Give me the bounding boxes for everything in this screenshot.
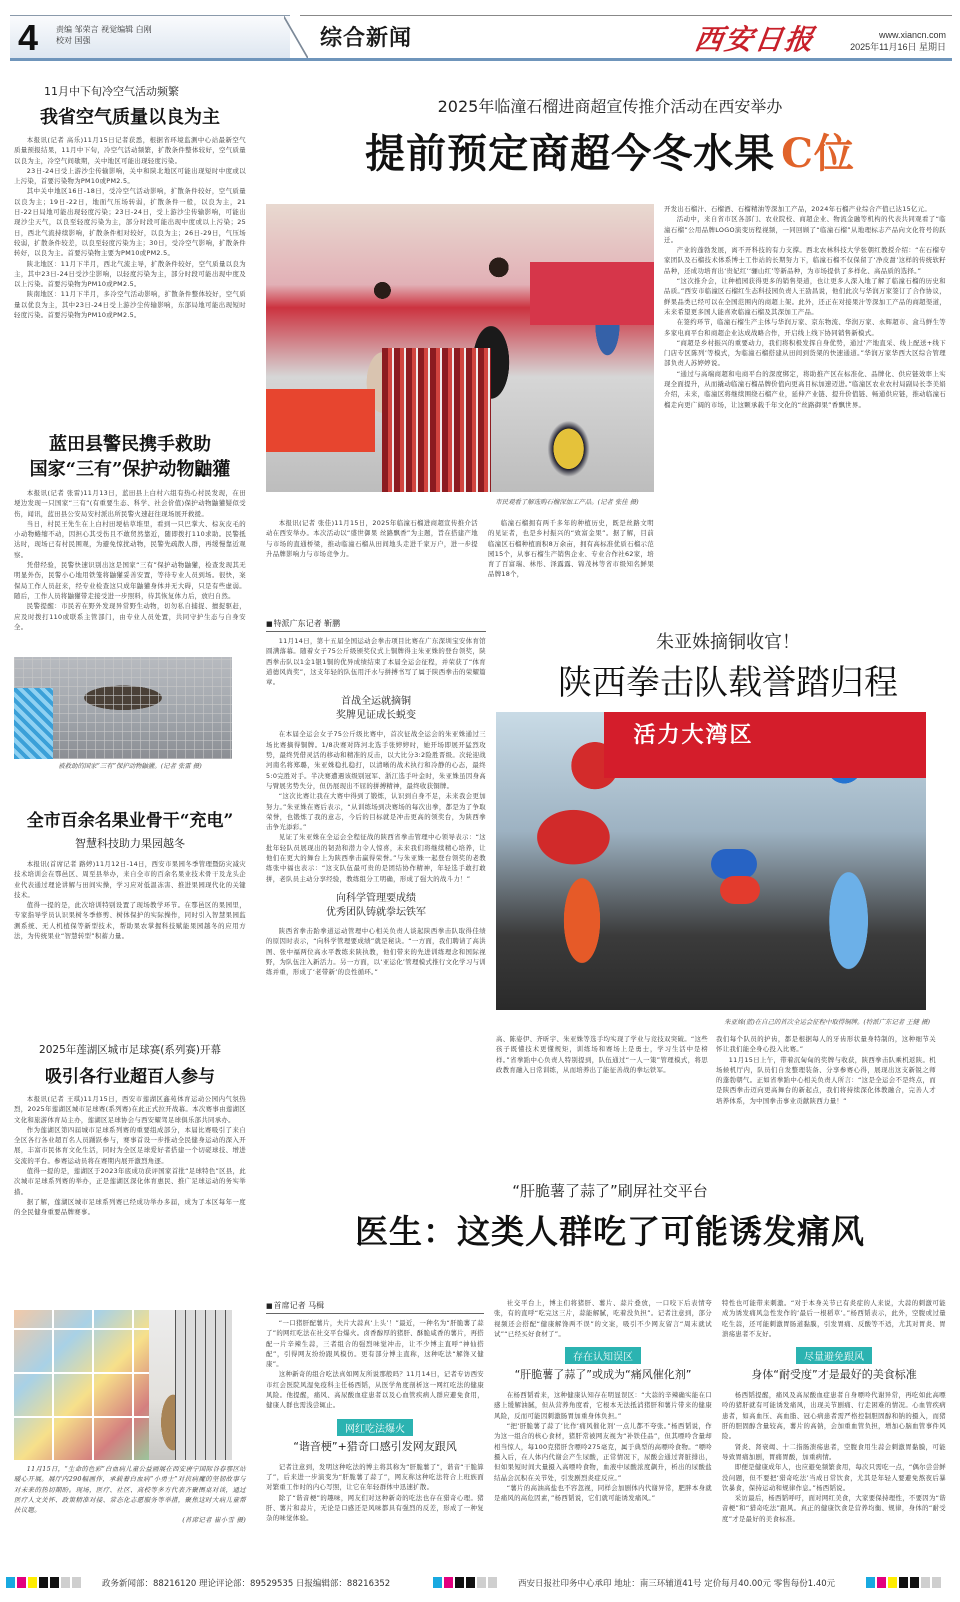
paragraph: “商超是乡村振兴的重要动力，我们将积极发挥自身优势，通过‘产地直采、线上配送+线下门店专区陈列’等模式，为临潼石榴搭建从田间到货架的快速通道。”华润万家华西大区综合管理部负责人苏婷婷说。: [664, 338, 946, 368]
paragraph: 11月15日上午，带着沉甸甸的奖牌与收获，陕西拳击队乘机返陕。机场候机厅内，队员们自发整理装备、分享参赛心得，展现出这支新锐之师的蓬勃朝气。正如省拳跆中心相关负责人所言：“这是全运会不是终点，而是陕西拳击迈向更高舞台的新起点，我们将持续深化体教融合，完善人才培养体系，为中国拳击事业贡献陕西力量！”: [716, 1055, 936, 1105]
subhead-line: 奖牌见证成长蜕变: [336, 710, 416, 722]
subhead-line: 向科学管理要成绩: [336, 892, 416, 904]
paragraph: 凭借经验，民警快速识别出这是国家“三有”保护动物鼬獾，检查发现其无明显外伤，民警小心地用铁笼将鼬獾妥善安置，等待专业人员到场。很快，案保局工作人员赶来，经专业检查这只成年鼬獾身体并无大碍，只是有些虚弱。随后，工作人员将鼬獾带走接受进一步照料，待其恢复体力后，放归自然。: [14, 561, 246, 600]
article-body-col3: [664, 204, 946, 410]
photo-pomegranate-promotion: [266, 204, 654, 492]
headline: 全市百余名果业骨干“充电”: [26, 811, 234, 831]
kicker: 11月中下旬冷空气活动频繁: [44, 85, 179, 98]
headline: [260, 122, 960, 179]
paragraph: 在本届全运会女子75公斤级比赛中，首次征战全运会的朱亚姝通过三场比赛摘得铜牌。1/8决赛对阵河北选手张婷婷时，她开场即展开猛烈攻势，最终凭借灵活的移动和精准的反击，以大比分3:2险胜晋级。次轮迎战河南名将郑璐，朱亚姝稳扎稳打，以清晰的战术执行和冷静的心态，最终5:0完胜对手。半决赛遭遇该级别冠军、浙江选手叶金时，朱亚姝虽因身高与臂展劣势失分，但仍展现出不屈的拼搏精神，最终收获铜牌。: [266, 730, 486, 790]
paragraph: 本报讯(首席记者 路婷)11月12日-14日，西安市果园冬季管理暨防灾减灾技术培训会在鄠邑区、周至县举办，来自全市的百余名果业技术骨干及龙头企业代表通过理论讲解与田间实操，学习应对低温冻害、推进果园现代化的关键技术。: [14, 860, 246, 899]
paragraph: 临潼石榴拥有两千多年的种植历史，既是丝路文明的见证者，也是乡村振兴的“致富金果”。据了解，目前临潼区石榴种植面积8万余亩，拥有高标准优质石榴示范园15个，从事石榴生产销售企业、专业合作社62家，培育了百富瑞、林彤、泽露露、锦茂林等省市级知名鲜果品牌18个，: [488, 519, 654, 579]
paragraph: “把‘肝脆薯了蒜了’比作‘痛风催化剂’一点儿都不夸张。”杨西韬说，作为这一组合的核心食材，猪肝常被网友视为“补铁佳品”，但其嘌呤含量却相当惊人，每100克猪肝含嘌呤275毫克，属于典型的高嘌呤食物。“嘌呤摄入后，在人体内代谢会产生尿酸，正常情况下，尿酸会通过肾脏排出，但如果短时间大量摄入高嘌呤食物，血液中尿酸浓度飙升，析出的尿酸盐结晶会沉积在关节处，引发剧烈炎症反应。”: [494, 1422, 712, 1482]
paragraph: 社交平台上，博主们将猪肝、薯片、蒜片叠放，一口咬下后表情夸张，有的直呼“吃完这三片，蒜能解腻，吃着没负担”。记者注意到，部分视频还会搭配“健康解馋两不误”的文案，吸引不少网友留言“周末就试试”“已经买好食材了”。: [494, 1299, 712, 1338]
headline-accent: C位: [781, 130, 855, 177]
paragraph: 本报讯(记者 王琪)11月15日，西安市莲湖区鑫苑体育运动公园内气氛热烈，2025年莲湖区城市足球赛(系列赛)在此正式拉开战幕。本次赛事由莲湖区文化和旅游体育局主办，莲湖区足球协会与西安耀驾足球俱乐部共同承办。: [14, 1095, 246, 1124]
section-tag: 存在认知误区: [565, 1347, 641, 1364]
photo-detail: [711, 849, 757, 879]
subhead: [266, 695, 486, 723]
section-tag-wrap: [494, 1345, 712, 1364]
paragraph: 即便是健康成年人，也应避免频繁食用，每次只需吃一点，“偶尔尝尝鲜没问题，但不要把‘猎奇吃法’当成日常饮食，尤其是年轻人要避免熬夜后暴饮暴食，保持运动和规律作息。”杨西韬说。: [722, 1463, 946, 1492]
section-subhead: “谐音梗”+猎奇口感引发网友跟风: [293, 1439, 457, 1453]
article-orchard: [14, 806, 246, 941]
article-body-col2: [488, 518, 654, 580]
headline: 陕西拳击队载誉踏归程: [558, 663, 898, 703]
photo-children-art-exhibition: [14, 1310, 232, 1460]
photo-detail: [604, 712, 927, 778]
headline: 吸引各行业超百人参与: [45, 1067, 215, 1087]
footer-printer-info: 西安日报社印务中心承印 地址：南三环辅道41号 定价每月40.00元 零售每份1.40元: [518, 1579, 836, 1589]
section-tag-wrap: [266, 1417, 484, 1436]
article-body: [494, 1390, 712, 1503]
article-body-col2: [496, 1034, 708, 1075]
paragraph: “薯片的高油高盐也不容忽视，同样会加剧体内代谢异常，肥胖本身就是痛风的高危因素，”杨西韬说，它们就可能诱发痛风。”: [494, 1483, 712, 1503]
paragraph: 据了解，莲湖区城市足球系列赛已经成功举办多届，成为了本区每年一度的全民健身重要品牌赛事。: [14, 1197, 246, 1217]
paragraph: 我们每个队员的护齿，都是根据每人的牙齿形状量身特制的，这种细节关怀让我们能全身心投入比赛。”: [716, 1035, 936, 1054]
article-body: [266, 1318, 484, 1411]
article-body-col3: [716, 1034, 936, 1106]
paragraph: 作为莲湖区第四届城市足球系列赛的重要组成部分，本届比赛吸引了来自全区各行各业超百名人员踊跃参与，赛事首设一步推动全民健身运动的深入开展，丰富市民体育文化生活，同时为全区足球爱好者搭建一个切磋球技、增进交流的平台。参赛运动员将在赛期内展开激烈角逐。: [14, 1125, 246, 1165]
article-body: [722, 1298, 946, 1339]
article-intro: [266, 636, 486, 687]
editor-line: 责编 邹荣言 视觉编辑 白刚: [56, 25, 152, 34]
color-registration-marks: [6, 1577, 81, 1588]
byline: ■ 特派广东记者 靳鹏: [266, 618, 486, 632]
page-footer: [0, 1574, 960, 1592]
headline: 医生：这类人群吃了可能诱发痛风: [355, 1212, 865, 1251]
photo-caption: 被救助的国家“三有”保护动物鼬獾。(记者 张雷 摄): [58, 762, 202, 770]
paragraph: 这种新奇的组合吃法真如网友所说那般吗？11月14日，记者专访西安市红会医院风湿免疫科主任杨西韬，从医学角度剖析这一网红吃法的健康风险。他提醒，痛风、高尿酸血症患者以及心血管疾病人群应避免食用，健康人群也需浅尝辄止。: [266, 1370, 484, 1410]
header-rule-blue: [10, 58, 952, 61]
color-registration-marks: [866, 1577, 941, 1588]
paragraph: 记者注意到，发明这种吃法的博主将其称为“肝脆薯了”，谐音“干脆算了”，后来进一步演变为“肝脆薯了蒜了”，网友称这种吃法符合上班族面对繁重工作时的内心写照，让它在年轻群体中迅速扩散。: [266, 1462, 484, 1492]
kicker: “肝脆薯了蒜了”刷屏社交平台: [512, 1182, 708, 1200]
paragraph: 本报讯(记者 张佳)11月15日，2025年临潼石榴进商超宣传推介活动在西安举办。本次活动以“盛世御果 丝路飘香”为主题，旨在搭建产地与市场的直通桥梁，推动临潼石榴从田间地头走进千家万户，进一步提升品牌影响力与市场竞争力。: [266, 519, 478, 558]
paragraph: 本报讯(记者 高乐)11月15日记者获悉，根据省环境监测中心站最新空气质量预报结果，11月中下旬，冷空气活动频繁，扩散条件整体较好，空气质量以良为主，冷空气间歇期，关中地区可能出现轻度污染。: [14, 136, 246, 165]
paragraph: 民警提醒：市民若在野外发现异常野生动物，切勿私自捕捉、擅捉驱赶，应及时拨打110或联系主管部门，由专业人员处置，共同守护生态与自身安全。: [14, 602, 246, 631]
paragraph: 活动中，来自省市区各部门、农业院校、商超企业、物流金融等机构的代表共同观看了“临潼石榴”公用品牌LOGO演变历程视频，一同回顾了“临潼石榴”从地理标志产品向文化符号的跃迁。: [664, 215, 946, 244]
editor-credits: [56, 24, 152, 46]
headline: [14, 432, 246, 482]
section-tag: 尽量避免跟风: [796, 1347, 872, 1364]
color-registration-marks: [433, 1577, 497, 1588]
photo-board-text: 活力大湾区: [633, 723, 754, 748]
article-body: [14, 859, 246, 941]
byline: ■ 首席记者 马楫: [266, 1300, 484, 1314]
headline-main: 提前预定商超今冬水果: [365, 131, 776, 177]
gout-column-1: [266, 1300, 484, 1523]
footer-phone-numbers: 政务新闻部：88216120 理论评论部：89529535 日报编辑部：88216352: [102, 1579, 391, 1589]
gout-column-2: [494, 1298, 712, 1503]
website-url[interactable]: www.xiancn.com: [878, 30, 946, 40]
boxing-left-column: [266, 618, 486, 977]
paragraph: 23日-24日受上游沙尘传输影响，关中和陕北地区可能出现短时中度或以上污染，首要污染物为PM10或PM2.5。: [14, 166, 246, 186]
section-tag: 网红吃法爆火: [337, 1419, 413, 1436]
headline-line: 蓝田县警民携手救助: [49, 434, 211, 455]
paragraph: 11月14日，第十五届全国运动会拳击项目比赛在广东深圳宝安体育馆圆满落幕。随着女子75公斤级颁奖仪式上铜牌得主朱亚姝的登台领奖，陕西拳击队以1金1银1铜的优异成绩结束了本届全运会征程，并荣获了“体育道德风尚奖”，这支年轻的队伍用汗水与拼搏书写了属于陕西拳击的荣耀篇章。: [266, 637, 486, 687]
photo-detail: [14, 688, 53, 759]
paragraph: 陕南地区：11月下半月，多冷空气活动影响，扩散条件整体较好，空气质量以优良为主，其中23日-24日受上游沙尘传输影响，东部局地可能出现短时轻度污染。首要污染物为PM10或PM2.5。: [14, 290, 246, 320]
paragraph: 陕西省拳击跆拳道运动管理中心相关负责人谈起陕西拳击队取得佳绩的原因时表示，“向科学管理要成绩”就是秘诀。“一方面，我们聘请了高洪图、张中福两位高水平教练来陕执教，他们带来的先进训练理念和国际视野，为队伍注入新活力。另一方面，以‘亚运化’管理模式推行文化学习与训练并重，形成了‘老带新’的良性循环。”: [266, 926, 486, 977]
article-body-col1: [266, 518, 478, 559]
subhead-line: 首战全运就摘铜: [341, 696, 411, 708]
paragraph: 除了“谐音梗”的趣味，网友们对这种新奇的吃法也存在猎奇心理。猪肝、薯片和蒜片，无论是口感还是风味都具有强烈的反差，形成了一种复杂的味觉体验。: [266, 1493, 484, 1523]
paragraph: 杨西韬提醒，痛风及高尿酸血症患者自身嘌呤代谢异常，再吃如此高嘌呤的猪肝就有可能诱发痛风，出现关节剧痛、行走困难的情况。心血管疾病患者，如高血压、高血脂、冠心病患者需严格控制胆固醇和钠的摄入，而猪肝的胆固醇含量较高，薯片的高钠，会加重血管负担，增加心脑血管事件风险。: [722, 1391, 946, 1441]
header-rule: [300, 15, 952, 16]
photo-caption: 朱亚姝(蓝)在自己的首次全运会征程中取得铜牌。(特派广东记者 王健 摄): [724, 1018, 930, 1026]
headline-line: 国家“三有”保护动物鼬獾: [29, 459, 231, 480]
photo-detail: [14, 1310, 149, 1460]
paragraph: “这次比赛让我在大赛中得到了锻炼，认识到自身不足，未来我会更加努力。”朱亚姝在赛后表示，“从训练场到决赛场的每次出拳，都是为了争取荣誉，也锻炼了我的意志，今后的目标就是冲击更高的领奖台，为陕西拳击争光添彩。”: [266, 792, 486, 832]
paragraph: 产业的蓬勃发展，离不开科技的有力支撑。西北农林科技大学张朝红教授介绍：“在石榴专家团队及石榴技术体系博士工作站的长期努力下，临潼石榴不仅保留了‘净皮甜’这样的传统软籽品种，还成功培育出‘贵妃红’‘骊山红’等新品种，为市场提供了多样化、高品质的选择。”: [664, 246, 946, 275]
article-body: [266, 926, 486, 977]
photo-detail: [720, 876, 760, 904]
article-football: [14, 1042, 246, 1218]
photo-detail: [175, 1310, 232, 1460]
article-body: [14, 488, 246, 632]
headline: 我省空气质量以良为主: [40, 107, 220, 128]
photo-caption: 11月15日，“生命的色彩”白血病儿童公益画展在西安唐宁国际谷春鄠区站暖心开展。展厅内290幅画作，承载着白血病“小勇士”对抗病魔的坚韧故事与对未来的热切期盼。现场，医疗、社区、高校等多方代表齐聚围桌对谈，通过医疗人文关怀、政策精准对接、常态化志愿服务等举措，聚焦这时大病儿童帮扶议题。: [14, 1465, 246, 1515]
photo-detail: [266, 389, 375, 452]
subhead-line: 优秀团队铸就拳坛铁军: [326, 906, 426, 918]
site-date-block: [850, 29, 946, 53]
section-subhead: “肝脆薯了蒜了”或成为“痛风催化剂”: [514, 1368, 692, 1382]
paragraph: 值得一提的是，莲湖区于2023年底成功获评国家首批“足球特色”区县，此次城市足球系列赛的举办，正是莲湖区深化体育惠民、推广足球运动的务实举措。: [14, 1167, 246, 1196]
section-subhead: 身体“耐受度”才是最好的美食标准: [751, 1368, 917, 1382]
article-animal-rescue: [14, 432, 246, 632]
paragraph: 采访最后，杨西韬呼吁，面对网红美食，大家要保持理性，不要因为“谐音梗”和“猎奇吃法”跟风。真正的健康饮食是营养均衡、规律，身体的“耐受度”才是最好的美食标准。: [722, 1494, 946, 1523]
paragraph: 特性也可能带来刺激。“对于本身关节已有炎症的人来说，大蒜的刺激可能成为诱发痛风急性发作的‘最后一根稻草’。”杨西韬表示，此外，空腹或过量吃生蒜，还可能刺激胃肠道黏膜，引发胃痛、反酸等不适，尤其对胃炎、胃溃疡患者不友好。: [722, 1299, 946, 1338]
newspaper-logo: 西安日报: [692, 23, 818, 56]
photo-boxing-match: [496, 712, 926, 1010]
paragraph: 在签约环节，临潼石榴生产主体与华润万家、京东物流、华润万家、永辉超市、盒马鲜生等多家电商平台和商超企业达成战略合作，开启线上线下协同销售新模式。: [664, 318, 946, 337]
paragraph: “通过与高端商超和电商平台的深度绑定，将助推产区在标准化、品牌化、供应链效率上实现全面提升，从而撬动临潼石榴品牌价值向更高目标加速迈进。”临潼区农业农村局副局长李美娟介绍，未来，临潼区将继续围绕石榴产业，延伸产业链、提升价值链、畅通供应链，推动临潼石榴走向更广阔的市场，让这颗承载千年文化的“丝路御果”香飘世界。: [664, 369, 946, 409]
paragraph: “这次推介会，让种植园获得更多的销售渠道，也让更多人深入地了解了临潼石榴的历史和品质。”西安市临潼区石榴红生态科技园负责人王劭昌说，他们此次与华润万家签订了合作协议，鲜果品类已经可以在全国范围内的商超上架。此外，还正在对接果汁等深加工产品的商超渠道，未来希望更多国人能喜欢临潼石榴及其深加工产品。: [664, 277, 946, 316]
article-air-quality: [14, 83, 246, 320]
article-body: [14, 1094, 246, 1218]
paragraph: 高、陈姿伊、齐昕宇、朱亚姝等选手均实现了学业与竞技双突破。“这些孩子既懂技术更懂规矩，训练场和赛场上是勇士，学习生活中是榜样。”省拳跆中心负责人特别提到，队伍通过“一人一策”管理模式，将思政教育融入日常训练，从而培养出了能征善战的拳坛铁军。: [496, 1035, 708, 1074]
kicker: 朱亚姝摘铜收官！: [656, 632, 800, 653]
kicker: 2025年临潼石榴进商超宣传推介活动在西安举办: [437, 97, 783, 116]
paragraph: 陕北地区：11月下半月，西北气流主导，扩散条件较好，空气质量以良为主，其中23日-24日受沙尘影响，以轻度污染为主，部分时段可能出现中度及以上污染。首要污染物为PM10或PM2.5。: [14, 259, 246, 289]
photo-detail: [530, 262, 654, 325]
section-tag-wrap: [722, 1345, 946, 1364]
subhead: [266, 892, 486, 920]
article-body: [266, 1462, 484, 1524]
article-body: [494, 1298, 712, 1339]
article-body: [14, 135, 246, 320]
article-body: [266, 729, 486, 883]
photo-credit: (首席记者 崔小雪 摄): [182, 1516, 246, 1525]
issue-date: 2025年11月16日 星期日: [850, 42, 946, 52]
article-body: [722, 1390, 946, 1524]
photo-caption: 市民观看了解选购石榴深加工产品。(记者 张佳 摄): [495, 498, 639, 506]
kicker: 2025年莲湖区城市足球赛(系列赛)开幕: [39, 1044, 221, 1056]
gout-column-3: [722, 1298, 946, 1524]
photo-detail: [382, 348, 491, 492]
paragraph: 值得一提的是，此次培训特别设置了现场教学环节。在鄠邑区的果园里，专家指导学员认识果树冬季修剪、树体保护的实际操作，同时引入智慧果园监测系统、无人机植保等新型技术，帮助果农掌握科技赋能果园越冬的应用方法，为传统果业“智慧转型”积蓄力量。: [14, 901, 246, 941]
proofreader-line: 校对 国强: [56, 36, 91, 45]
paragraph: 开发出石榴汁、石榴酒、石榴精油等深加工产品，2024年石榴产业综合产值已达15亿元。: [664, 205, 932, 213]
paragraph: 当日，村民王先生在上白村田埂枯草堆里，看到一只巴掌大、棕灰皮毛的小动物蜷缩不动，因担心其受伤且不敢贸然靠近，随即拨打110求助。民警抵达时，现场已有村民围观，为避免惊扰动物，民警先疏散人群，再缓慢靠近观察。: [14, 519, 246, 559]
subhead: 智慧科技助力果园越冬: [75, 837, 185, 850]
page-number: 4: [18, 17, 39, 58]
photo-caption-block: [14, 1464, 246, 1526]
paragraph: 其中关中地区16日-18日，受冷空气活动影响，扩散条件较好，空气质量以良为主；19日-22日，地面气压场转弱，扩散条件一般，以良为主，21日-22日局地可能出现轻度污染；23日-24日，受上游沙尘传输影响，可能出现沙尘天气，以良至轻度污染为主，部分时段可能出现中度或以上污染；25日，西北气流持续影响，扩散条件相对较好，以良为主；26日-29日，气压场较弱，扩散条件较差，以良至轻度污染为主；30日，受冷空气影响，扩散条件转好，以良为主。首要污染物主要为PM10或PM2.5。: [14, 187, 246, 258]
page-header-block: [10, 15, 290, 59]
paragraph: “一口猪肝配薯片，夫片大蒜真‘上头’！”最近，一种名为“肝脆薯了蒜了”的网红吃法在社交平台爆火。卤香醇厚的猪肝、酥脆咸香的薯片，再搭配一片辛辣生蒜，三者组合的强烈味觉冲击，让不少博主直呼“神仙搭配”，引得网友纷纷跟风模仿。更有部分博主直称，这种吃法“解馋又健康”。: [266, 1319, 484, 1369]
paragraph: 肾炎、肾衰竭、十二指肠溃疡患者，空腹食用生蒜会刺激胃黏膜，可能导致胃痛加剧，胃痛胃酸，加重病情。: [722, 1442, 946, 1461]
photo-rescued-badger: [14, 657, 232, 759]
paragraph: 见证了朱亚姝在全运会全程征战的陕西省拳击管理中心领导表示：“这批年轻队员展现出的韧劲和潜力令人惊喜，未来我们将继续精心培养，让他们在更大的舞台上为陕西拳击赢得荣誉。”与朱亚姝一起登台领奖的老教练张中福也表示：“这支队伍最可贵的是团结协作精神，年轻选手敢打敢拼，老队员主动分享经验，教练组分工明确，形成了强大的战斗力！”: [266, 833, 486, 883]
paragraph: 在杨西韬看来，这种健康认知存在明显误区：“大蒜的辛辣确实能在口感上缓解油腻，但从营养角度看，它根本无法抵消猪肝和薯片带来的健康风险，反而可能因刺激肠胃加重身体负担。”: [494, 1391, 712, 1420]
paragraph: 本报讯(记者 张雷)11月13日，蓝田县上白村六组有热心村民发现，在田埂边发现一只国家“三有”(有重要生态、科学、社会价值)保护动物鼬獾疑似受伤，闻讯，蓝田县公安局安村派出所民警火速赶往现场展开救援。: [14, 489, 246, 518]
section-title: 综合新闻: [320, 26, 413, 51]
masthead: [10, 15, 952, 60]
